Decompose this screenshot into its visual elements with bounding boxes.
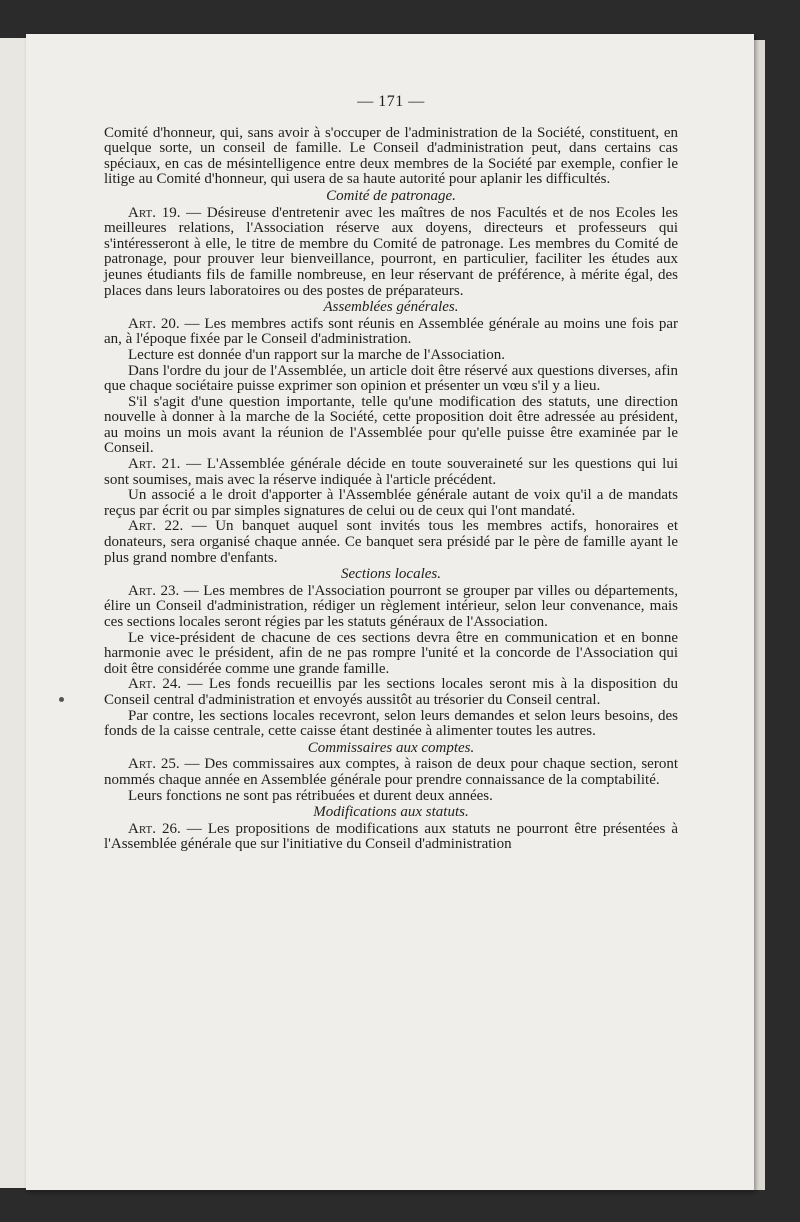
article-number: Art. 22. xyxy=(128,518,184,535)
article-number: Art. 19. xyxy=(128,204,181,221)
page-number: — 171 — xyxy=(357,93,425,110)
article-number: Art. 24. xyxy=(128,676,182,693)
article-paragraph xyxy=(104,677,678,708)
book-page xyxy=(26,34,754,1190)
body-paragraph: Un associé a le droit d'apporter à l'Assemblée générale autant de voix qu'il a de mandats reçus par écrit ou par simples signatures de celui ou de ceux qui l'ont mandaté. xyxy=(104,487,678,519)
body-paragraph: Leurs fonctions ne sont pas rétribuées et durent deux années. xyxy=(128,787,493,804)
article-number: Art. 25. xyxy=(128,756,180,773)
article-paragraph xyxy=(104,519,678,566)
body-paragraph: Dans l'ordre du jour de l'Assemblée, un article doit être réservé aux questions diverses, afin que chaque sociétaire puisse exprimer son opinion et présenter un vœu s'il y a lieu. xyxy=(104,362,678,395)
article-text: — L'Assemblée générale décide en toute souveraineté sur les questions qui lui sont soumises, mais avec la réserve indiquée à l'article précédent. xyxy=(104,456,679,488)
ink-speck xyxy=(59,697,64,702)
section-heading: Commissaires aux comptes. xyxy=(307,739,475,756)
article-number: Art. 23. xyxy=(128,582,180,599)
article-text: — Les membres actifs sont réunis en Assemblée générale au moins une fois par an, à l'époque fixée par le Conseil d'administration. xyxy=(104,315,678,348)
section-heading: Assemblées générales. xyxy=(323,299,459,316)
article-number: Art. 26. xyxy=(128,820,181,837)
article-paragraph xyxy=(104,757,678,788)
section-heading: Sections locales. xyxy=(341,566,441,583)
article-paragraph xyxy=(104,317,678,348)
body-paragraph: Lecture est donnée d'un rapport sur la marche de l'Association. xyxy=(128,346,505,363)
article-paragraph xyxy=(104,206,678,300)
section-heading: Comité de patronage. xyxy=(326,187,456,204)
facing-page-edge xyxy=(0,38,27,1188)
article-text: — Un banquet auquel sont invités tous les membres actifs, honoraires et donateurs, sera organisé chaque année. Ce banquet sera présidé par le père de famille ayant le plus grand nombre d'enfants. xyxy=(104,518,678,566)
article-paragraph xyxy=(104,457,678,488)
section-heading: Modifications aux statuts. xyxy=(313,804,469,821)
article-text: — Des commissaires aux comptes, à raison de deux pour chaque section, seront nommés chaque année en Assemblée générale pour prendre connaissance de la comptabilité. xyxy=(104,756,678,788)
article-paragraph xyxy=(104,822,678,853)
article-text: — Les membres de l'Association pourront se grouper par villes ou départements, élire un Conseil d'administration, rédiger un règlement intérieur, selon leur convenance, mais ces sections locales seront régies par les statuts généraux de l'Association. xyxy=(104,582,678,630)
article-text: — Les propositions de modifications aux statuts ne pourront être présentées à l'Assemblée générale que sur l'initiative du Conseil d'administration xyxy=(104,820,678,853)
article-number: Art. 21. xyxy=(128,456,181,473)
text-body xyxy=(104,126,678,853)
article-text: — Désireuse d'entretenir avec les maîtres de nos Facultés et de nos Ecoles les meilleures relations, l'Association réserve aux doyens, directeurs et professeurs qui s'intéresseront à elle, le titre de membre du Comité de patronage. Les membres du Comité de patronage, pour prouver leur bienveillance, pourront, en particulier, faciliter les études aux jeunes étudiants fils de famille nombreuse, en leur réservant de préférence, à mérite égal, des places dans leurs laboratoires ou des postes de préparateurs. xyxy=(104,204,679,299)
body-paragraph: Le vice-président de chacune de ces sections devra être en communication et en bonne harmonie avec le président, afin de ne pas rompre l'unité et la concorde de l'Association qui doit être considérée comme une grande famille. xyxy=(104,629,678,677)
page-content xyxy=(104,94,678,853)
body-paragraph: S'il s'agit d'une question importante, telle qu'une modification des statuts, une direction nouvelle à donner à la marche de la Société, cette proposition doit être adressée au président, au moins un mois avant la réunion de l'Assemblée pour qu'elle puisse être examinée par le Conseil. xyxy=(104,393,678,457)
article-paragraph xyxy=(104,584,678,631)
article-number: Art. 20. xyxy=(128,315,180,332)
body-paragraph: Par contre, les sections locales recevront, selon leurs demandes et selon leurs besoins, des fonds de la caisse centrale, cette caisse étant destinée à alimenter toutes les autres. xyxy=(104,707,678,740)
article-text: — Les fonds recueillis par les sections locales seront mis à la disposition du Conseil central d'administration et envoyés aussitôt au trésorier du Conseil central. xyxy=(104,676,678,708)
body-paragraph: Comité d'honneur, qui, sans avoir à s'occuper de l'administration de la Société, constituent, en quelque sorte, un conseil de famille. Le Conseil d'administration peut, dans certains cas spéciaux, en cas de mésintelligence entre deux membres de la Société par exemple, confier le litige au Comité d'honneur, qui usera de sa haute autorité pour aplanir les difficultés. xyxy=(104,124,678,188)
